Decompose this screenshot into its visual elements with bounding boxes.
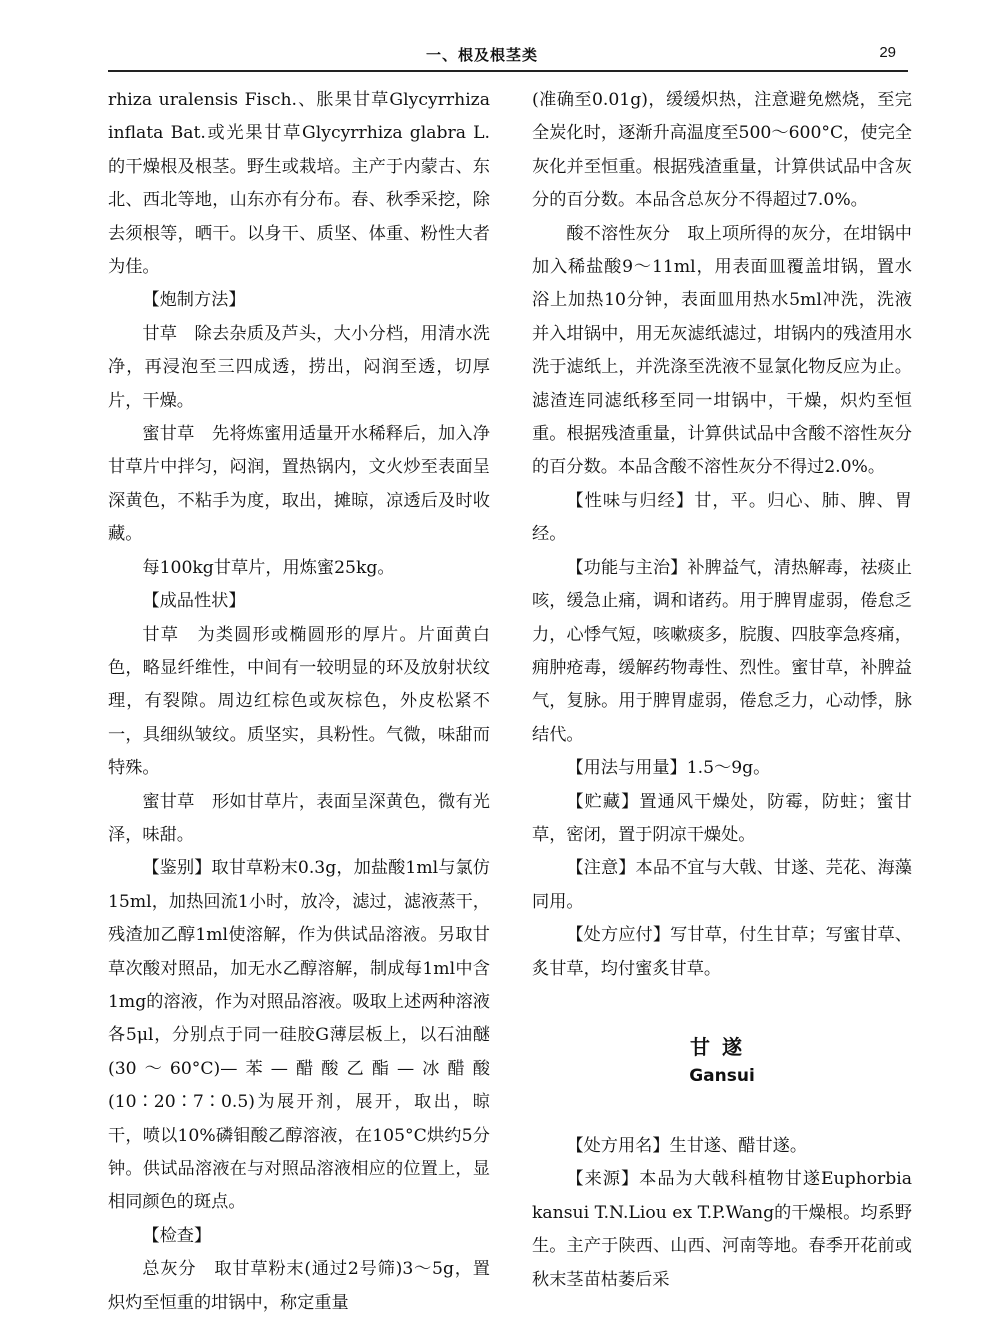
paragraph-function-indication: 【功能与主治】补脾益气，清热解毒，祛痰止咳，缓急止痛，调和诸药。用于脾胃虚弱，倦怠乏力，心悸气短，咳嗽痰多，脘腹、四肢挛急疼痛，痈肿疮毒，缓解药物毒性、烈性。蜜甘草，补脾益气，复脉。用于脾胃虚弱，倦怠乏力，心动悸，脉结代。 bbox=[532, 557, 912, 745]
paragraph-honey-ratio: 每100kg甘草片，用炼蜜25kg。 bbox=[142, 557, 395, 578]
entry-title-pinyin: Gansui bbox=[689, 1065, 755, 1086]
page-header bbox=[108, 40, 908, 74]
paragraph-identification: 【鉴别】取甘草粉末0.3g，加盐酸1ml与氯仿15ml，加热回流1小时，放冷，滤过，滤液蒸干，残渣加乙醇1ml使溶解，作为供试品溶液。另取甘草次酸对照品，加无水乙醇溶解，制成每1ml中含1mg的溶液，作为对照品溶液。吸取上述两种溶液各5μl，分别点于同一硅胶G薄层板上，以石油醚(30～60°C)—苯—醋酸乙酯—冰醋酸(10∶20∶7∶0.5)为展开剂，展开，取出，晾干，喷以10%磷钼酸乙醇溶液，在105°C烘约5分钟。供试品溶液在与对照品溶液相应的位置上，显相同颜色的斑点。 bbox=[108, 858, 490, 1213]
paragraph-character-gancao: 甘草 为类圆形或椭圆形的厚片。片面黄白色，略显纤维性，中间有一较明显的环及放射状纹理，有裂隙。周边红棕色或灰棕色，外皮松紧不一，具细纵皱纹。质坚实，具粉性。气微，味甜而特殊。 bbox=[108, 624, 490, 779]
paragraph-source: 【来源】本品为大戟科植物甘遂Euphorbia kansui T.N.Liou ex T.P.Wang的干燥根。均系野生。主产于陕西、山西、河南等地。春季开花前或秋末茎苗枯萎后采 bbox=[532, 1169, 912, 1290]
paragraph-storage: 【贮藏】置通风干燥处，防霉，防蛀；蜜甘草，密闭，置于阴凉干燥处。 bbox=[532, 791, 912, 845]
paragraph-character-migancao: 蜜甘草 形如甘草片，表面呈深黄色，微有光泽，味甜。 bbox=[108, 791, 490, 845]
left-column bbox=[108, 84, 490, 1320]
paragraph-precaution: 【注意】本品不宜与大戟、甘遂、芫花、海藻同用。 bbox=[532, 858, 912, 912]
page-number: 29 bbox=[879, 44, 896, 61]
paragraph-acid-insoluble-ash: 酸不溶性灰分 取上项所得的灰分，在坩锅中加入稀盐酸9～11ml，用表面皿覆盖坩锅，置水浴上加热10分钟，表面皿用热水5ml冲洗，洗液并入坩锅中，用无灰滤纸滤过，坩锅内的残渣用水洗于滤纸上，并洗涤至洗液不显氯化物反应为止。滤渣连同滤纸移至同一坩锅中，干燥，炽灼至恒重。根据残渣重量，计算供试品中含酸不溶性灰分的百分数。本品含酸不溶性灰分不得过2.0%。 bbox=[532, 223, 912, 478]
paragraph-processing-migancao: 蜜甘草 先将炼蜜用适量开水稀释后，加入净甘草片中拌匀，闷润，置热锅内，文火炒至表面呈深黄色，不粘手为度，取出，摊晾，凉透后及时收藏。 bbox=[108, 424, 490, 545]
paragraph-total-ash: 总灰分 取甘草粉末(通过2号筛)3～5g，置炽灼至恒重的坩锅中，称定重量 bbox=[108, 1259, 490, 1313]
right-column bbox=[532, 84, 912, 1297]
paragraph-source-continued: rhiza uralensis Fisch.、胀果甘草Glycyrrhiza inflata Bat.或光果甘草Glycyrrhiza glabra L.的干燥根及根茎。野生或栽培。主产于内蒙古、东北、西北等地，山东亦有分布。春、秋季采挖，除去须根等，晒干。以身干、质坚、体重、粉性大者为佳。 bbox=[108, 90, 490, 278]
spacer bbox=[532, 1090, 912, 1130]
heading-processing: 【炮制方法】 bbox=[142, 290, 246, 311]
running-title: 一、根及根茎类 bbox=[426, 46, 539, 64]
entry-title-chinese: 甘遂 bbox=[690, 1034, 754, 1059]
paragraph-prescription-names: 【处方用名】生甘遂、醋甘遂。 bbox=[566, 1135, 808, 1156]
paragraph-processing-gancao: 甘草 除去杂质及芦头，大小分档，用清水洗净，再浸泡至三四成透，捞出，闷润至透，切厚片，干燥。 bbox=[108, 323, 490, 411]
header-rule bbox=[108, 70, 908, 72]
paragraph-dosage: 【用法与用量】1.5～9g。 bbox=[566, 758, 771, 779]
paragraph-prescription: 【处方应付】写甘草，付生甘草；写蜜甘草、炙甘草，均付蜜炙甘草。 bbox=[532, 925, 912, 979]
entry-title bbox=[532, 1032, 912, 1090]
heading-character: 【成品性状】 bbox=[142, 591, 246, 612]
paragraph-nature-meridian: 【性味与归经】甘，平。归心、肺、脾、胃经。 bbox=[532, 490, 912, 545]
paragraph-total-ash-continued: (准确至0.01g)，缓缓炽热，注意避免燃烧，至完全炭化时，逐渐升高温度至500～600°C，使完全灰化并至恒重。根据残渣重量，计算供试品中含灰分的百分数。本品含总灰分不得超过7.0%。 bbox=[532, 90, 912, 211]
heading-check: 【检查】 bbox=[142, 1225, 212, 1246]
